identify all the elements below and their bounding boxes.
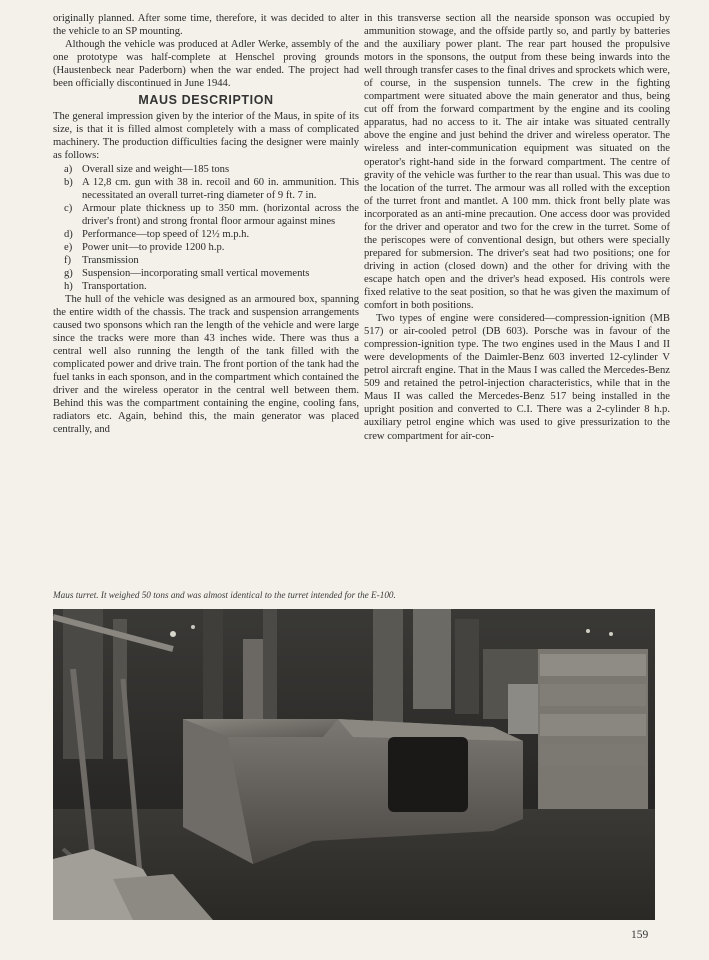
list-marker: f) bbox=[64, 254, 72, 266]
list-marker: b) bbox=[64, 176, 73, 188]
turret-photo-illustration bbox=[53, 609, 655, 920]
paragraph: Two types of engine were considered—compression-ignition (MB 517) or air-cooled petrol (DB 603). Porsche was in favour of the compression-ignition type. The two engines used in the Maus I and II were developments of the Daimler-Benz 603 inverted 12-cylinder V petrol aircraft engine. That in the Maus I was called the Mercedes-Benz 509 and retained the petrol-injection characteristics, while that in the Maus II was called the Mercedes-Benz 517 being installed in the upright position and converted to C.I. There was a 2-cylinder 8 h.p. auxiliary petrol engine which was used to give pressurization to the crew compartment for air-con- bbox=[364, 313, 670, 442]
list-item bbox=[53, 176, 359, 202]
list-item-text: Transmission bbox=[82, 254, 139, 266]
list-marker: h) bbox=[64, 280, 73, 292]
list-item-text: A 12,8 cm. gun with 38 in. recoil and 60 in. ammunition. This necessitated an overall turret-ring diameter of 9 ft. 7 in. bbox=[82, 176, 359, 201]
list-item-text: Suspension—incorporating small vertical movements bbox=[82, 267, 310, 279]
paragraph: The hull of the vehicle was designed as an armoured box, spanning the entire width of the chassis. The track and suspension arrangements caused two sponsons which ran the length of the vehicle and were large since the tracks were more than 43 inches wide. There was thus a central well also running the length of the tank filled with the complicated power and drive train. The front portion of the tank had the fuel tanks in each sponson, and in the compartment which contained the driver and the wireless operator in the central well between them. Behind this was the compartment containing the engine, cooling fans, radiators etc. Again, behind this, the main generator was placed centrally, and bbox=[53, 293, 359, 436]
list-item bbox=[53, 254, 359, 267]
paragraph: in this transverse section all the nearside sponson was occupied by ammunition stowage, and the offside partly so, and partly by batteries and the auxiliary power plant. The rear part housed the propulsive motors in the sponsons, the output from these being inwards into the well through transfer cases to the final drives and sprockets which were, of course, in the suspension tunnels. The crew in the fighting compartment were situated above the main generator and thus, being cut off from the forward compartment by the engine and its cooling apparatus, had no access to it. The air intake was situated centrally above the engine and just behind the driver and wireless operator. The wireless and inter-communication equipment was situated on the operator's right-hand side in the forward compartment. The centre of gravity of the vehicle was further to the rear than usual. This was due to the location of the turret. The armour was all rolled with the exception of the turret front and mantlet. A 100 mm. thick front belly plate was incorporated as an anti-mine precaution. One access door was provided for the driver and operator and two for the crew in the turret. Some of the periscopes were of conventional design, but others were specially prepared for submersion. The driver's seat had two positions; one for driving in action (closed down) and the other for driving with the escape hatch open and the driver's head exposed. His controls were fixed relative to the seat position, so that he was given the maximum of comfort in both positions. bbox=[364, 13, 670, 312]
list-item-text: Power unit—to provide 1200 h.p. bbox=[82, 241, 225, 253]
list-marker: g) bbox=[64, 267, 73, 279]
left-column bbox=[53, 12, 359, 437]
list-item bbox=[53, 241, 359, 254]
list-marker: e) bbox=[64, 241, 73, 253]
list-marker: a) bbox=[64, 163, 73, 175]
list-item bbox=[53, 163, 359, 176]
right-column bbox=[364, 12, 670, 443]
list-item-text: Overall size and weight—185 tons bbox=[82, 163, 230, 175]
list-marker: c) bbox=[64, 202, 73, 214]
list-item bbox=[53, 202, 359, 228]
page-number: 159 bbox=[631, 929, 649, 941]
list-marker: d) bbox=[64, 228, 73, 240]
list-item-text: Performance—top speed of 12½ m.p.h. bbox=[82, 228, 250, 240]
list-item-text: Transportation. bbox=[82, 280, 147, 292]
list-item bbox=[53, 267, 359, 280]
paragraph: The general impression given by the interior of the Maus, in spite of its size, is that it is filled almost completely with a mass of complicated machinery. The production difficulties facing the designer were mainly as follows: bbox=[53, 111, 359, 162]
paragraph: originally planned. After some time, therefore, it was decided to alter the vehicle to an SP mounting. bbox=[53, 13, 359, 38]
maus-turret-photo bbox=[53, 609, 655, 920]
photo-caption: Maus turret. It weighed 50 tons and was almost identical to the turret intended for the E-100. bbox=[53, 590, 396, 600]
list-item-text: Armour plate thickness up to 350 mm. (horizontal across the driver's front) and strong frontal floor armour against mines bbox=[82, 202, 359, 227]
requirements-list bbox=[53, 163, 359, 293]
list-item bbox=[53, 228, 359, 241]
section-heading: MAUS DESCRIPTION bbox=[138, 93, 274, 108]
list-item bbox=[53, 280, 359, 293]
paragraph: Although the vehicle was produced at Adler Werke, assembly of the one prototype was half-complete at Henschel proving grounds (Haustenbeck near Paderborn) when the war ended. The project had been officially discontinued in June 1944. bbox=[53, 39, 359, 90]
